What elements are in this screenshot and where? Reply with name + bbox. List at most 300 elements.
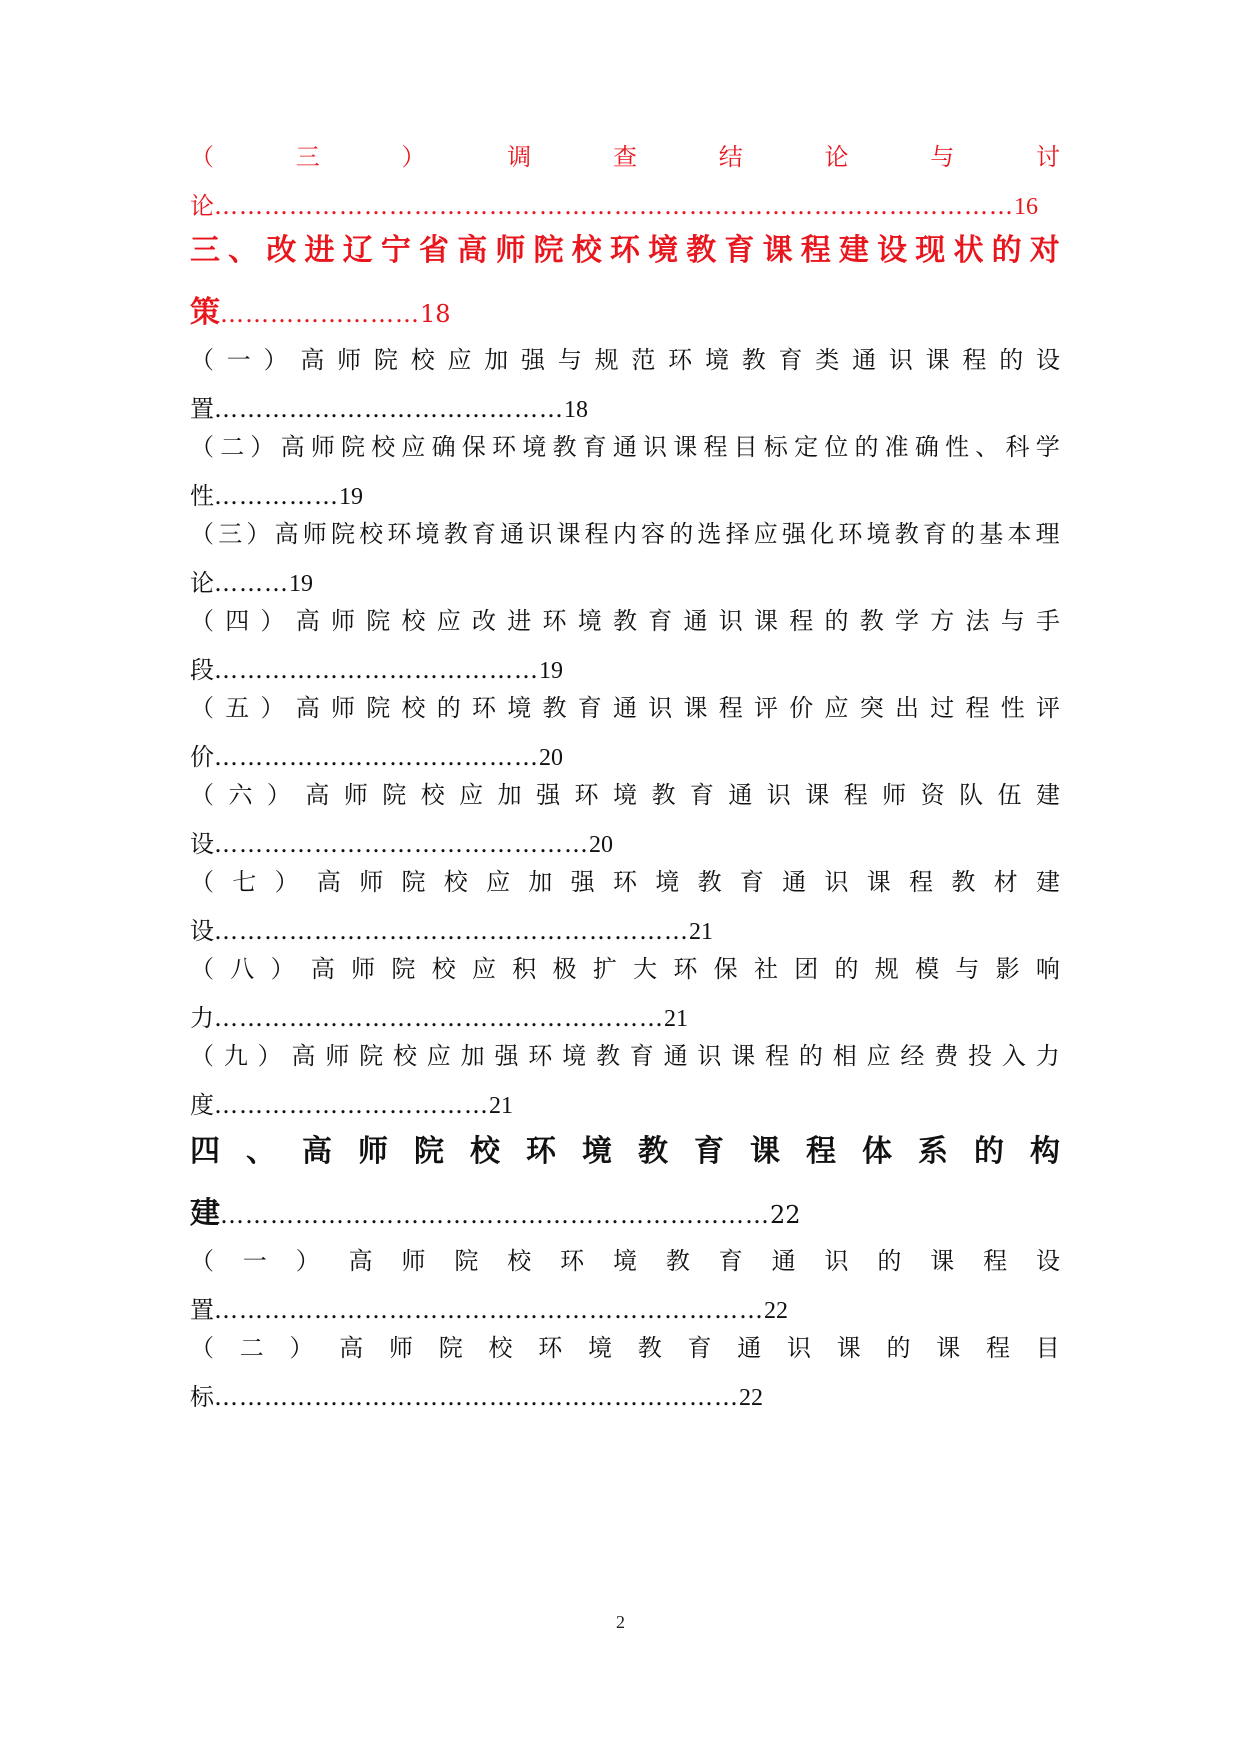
- toc-title-char: 的: [798, 1042, 823, 1070]
- toc-title-char: ）: [270, 955, 295, 983]
- toc-title-char: 出: [895, 694, 919, 722]
- toc-title-char: 识: [766, 781, 791, 809]
- toc-title-char: 识: [787, 1334, 811, 1362]
- toc-title-char: 进: [304, 233, 335, 268]
- toc-title-char: 社: [753, 955, 778, 983]
- toc-title-char: 教: [638, 1134, 668, 1169]
- toc-title-char: 手: [1036, 607, 1060, 635]
- toc-title-char: 院: [359, 1042, 384, 1070]
- toc-title-char: 与: [557, 346, 582, 374]
- toc-title-char: 讨: [1036, 143, 1060, 171]
- toc-title-char: 目: [733, 433, 758, 461]
- toc-title-char: 位: [824, 433, 849, 461]
- toc-entry-line1: [190, 771, 1060, 819]
- toc-page-ref: 21: [689, 919, 713, 945]
- toc-title-char: （: [190, 143, 214, 171]
- toc-title-char: 环: [542, 607, 567, 635]
- toc-title-char: 入: [1001, 1042, 1026, 1070]
- toc-title-char: 院: [341, 433, 366, 461]
- toc-title-char: 程: [909, 868, 934, 896]
- toc-title-char: 通: [782, 868, 807, 896]
- toc-page-ref: 19: [539, 658, 563, 684]
- toc-title-char: 环: [528, 1042, 553, 1070]
- toc-title-char: 规: [594, 346, 619, 374]
- toc-title-char: 高: [457, 233, 488, 268]
- toc-title-char: 的: [854, 433, 879, 461]
- toc-title-char: 育: [739, 868, 764, 896]
- toc-title-char: 查: [613, 143, 637, 171]
- toc-entry-line1: [190, 510, 1060, 558]
- toc-title-char: 院: [391, 955, 416, 983]
- toc-title-char: 三: [190, 233, 220, 268]
- toc-title-char: 应: [401, 433, 426, 461]
- toc-title-char: 价: [789, 694, 814, 722]
- toc-title-char: 辽: [342, 233, 373, 268]
- toc-title-char: 高: [310, 955, 335, 983]
- toc-title-char: 师: [389, 1334, 413, 1362]
- toc-title-char: 的: [824, 607, 849, 635]
- toc-title-char: 加: [460, 1042, 485, 1070]
- toc-title-char: 五: [225, 694, 250, 722]
- toc-leader-dots: …………………………………………………………: [214, 1296, 764, 1324]
- toc-title-char: 七: [232, 868, 257, 896]
- toc-page-ref: 22: [764, 1298, 788, 1324]
- toc-page-ref: 19: [289, 571, 313, 597]
- toc-title-char: 通: [500, 520, 525, 548]
- toc-title-char: 教: [595, 1042, 620, 1070]
- toc-title-char: 内: [612, 520, 637, 548]
- toc-title-char: 与: [955, 955, 980, 983]
- toc-title-char: 育: [724, 233, 755, 268]
- toc-title-char: 三: [295, 143, 320, 171]
- toc-title-char: 资: [920, 781, 945, 809]
- toc-entry-line2: 置……………………………………18: [190, 395, 588, 423]
- toc-entry-line2: 论………19: [190, 569, 313, 597]
- toc-title-char: 师: [331, 694, 355, 722]
- toc-title-char: 程: [703, 433, 728, 461]
- toc-title-char: 的: [951, 520, 976, 548]
- toc-title-char: 大: [633, 955, 658, 983]
- toc-title-char: 一: [242, 1247, 267, 1275]
- toc-page-ref: 18: [420, 300, 451, 328]
- toc-title-char: 校: [470, 1134, 500, 1169]
- toc-page-ref: 19: [339, 484, 363, 510]
- toc-title-char: 课: [673, 433, 698, 461]
- toc-title-char: 院: [454, 1247, 479, 1275]
- toc-title-char: 突: [859, 694, 884, 722]
- toc-leader-dots: ……………………: [220, 300, 420, 328]
- toc-title-char: 课: [930, 1247, 955, 1275]
- toc-title-char: 强: [494, 1042, 519, 1070]
- toc-section-4[interactable]: [190, 1121, 1060, 1245]
- toc-title-char: （: [190, 520, 214, 548]
- toc-title-char: 改: [266, 233, 297, 268]
- toc-title-char: 八: [230, 955, 255, 983]
- toc-title-char: 理: [1035, 520, 1060, 548]
- toc-title-char: 影: [995, 955, 1020, 983]
- toc-title-char: 境: [648, 233, 679, 268]
- toc-title-char: 高: [295, 607, 320, 635]
- toc-title-char: 范: [631, 346, 656, 374]
- toc-title-char: 对: [1029, 233, 1060, 268]
- toc-entry-line1: [190, 220, 1060, 282]
- toc-title-char: 的: [991, 233, 1022, 268]
- toc-title-char: 识: [824, 868, 849, 896]
- toc-title-char: 设: [1035, 346, 1060, 374]
- toc-title-char: 程: [806, 1134, 836, 1169]
- toc-title-char: 环: [538, 1334, 563, 1362]
- toc-title-char: 容: [641, 520, 665, 548]
- toc-title-char: 校: [371, 433, 396, 461]
- toc-title-char: 教: [951, 868, 976, 896]
- toc-title-char: 四: [225, 607, 250, 635]
- toc-title-char: 建: [1035, 781, 1060, 809]
- toc-title-char: 境: [522, 433, 547, 461]
- toc-title-char: 现: [915, 233, 946, 268]
- toc-title-char: 环: [609, 233, 640, 268]
- toc-title-char: 育: [922, 520, 947, 548]
- toc-entry-line1: [190, 133, 1060, 181]
- toc-title-char: 程: [962, 346, 987, 374]
- toc-title-char: 教: [613, 607, 637, 635]
- toc-title-char: 设: [1036, 1247, 1060, 1275]
- toc-title-char: 的: [834, 955, 859, 983]
- toc-title-char: 高: [348, 1247, 373, 1275]
- toc-title-char: ）: [266, 781, 291, 809]
- toc-title-char: 境: [613, 1247, 637, 1275]
- toc-title-char: 教: [637, 1334, 662, 1362]
- toc-title-char: （: [190, 781, 214, 809]
- toc-title-char: （: [190, 1334, 214, 1362]
- toc-entry-line2: 度……………………………21: [190, 1091, 513, 1119]
- toc-title-char: 校: [401, 607, 426, 635]
- toc-leader-dots: ……………: [214, 482, 339, 510]
- toc-title-char: 校: [392, 1042, 417, 1070]
- toc-entry-3-4[interactable]: [190, 597, 1060, 695]
- toc-entry-line1: [190, 336, 1060, 384]
- toc-title-char: ）: [401, 143, 426, 171]
- toc-title-char: 院: [366, 694, 391, 722]
- toc-title-char: 、: [975, 433, 1000, 461]
- toc-title-char: 课: [925, 346, 950, 374]
- toc-title-char: 保: [713, 955, 738, 983]
- toc-title-char: 教: [651, 781, 676, 809]
- toc-title-char: 体: [862, 1134, 892, 1169]
- toc-title-char: 院: [373, 346, 398, 374]
- toc-title-char: 通: [852, 346, 877, 374]
- toc-title-char: （: [190, 955, 214, 983]
- toc-title-char: 性: [945, 433, 970, 461]
- toc-title-char: 二: [239, 1334, 264, 1362]
- toc-title-char: 扩: [592, 955, 617, 983]
- toc-title-char: 与: [1000, 607, 1025, 635]
- toc-title-char: （: [190, 1247, 214, 1275]
- toc-title-char: 院: [401, 868, 426, 896]
- toc-title-char: 课: [866, 868, 891, 896]
- toc-title-char: 选: [697, 520, 722, 548]
- toc-title-char: 强: [570, 868, 595, 896]
- toc-title-char: 识: [697, 1042, 722, 1070]
- toc-page-ref: 16: [1014, 194, 1038, 220]
- toc-title-char: 校: [571, 233, 602, 268]
- toc-title-char: 境: [704, 346, 729, 374]
- toc-title-char: 教: [542, 694, 567, 722]
- toc-title-char: 师: [401, 1247, 426, 1275]
- toc-entry-4-1[interactable]: [190, 1237, 1060, 1335]
- toc-title-char: （: [190, 346, 214, 374]
- toc-title-char: 教: [741, 346, 766, 374]
- toc-title-char: 结: [718, 143, 743, 171]
- toc-title-char: 加: [528, 868, 553, 896]
- toc-title-char: 二: [220, 433, 245, 461]
- toc-title-char: 识: [824, 1247, 849, 1275]
- toc-entry-3-9[interactable]: [190, 1032, 1060, 1130]
- toc-title-char: ）: [260, 607, 285, 635]
- toc-title-char: 进: [507, 607, 532, 635]
- page-number: 2: [616, 1612, 625, 1632]
- toc-title-char: 课: [754, 607, 778, 635]
- toc-title-char: 环: [492, 433, 517, 461]
- toc-title-char: 师: [343, 781, 368, 809]
- toc-title-char: 校: [507, 1247, 532, 1275]
- toc-title-char: 建: [1035, 868, 1060, 896]
- toc-title-char: 伍: [997, 781, 1022, 809]
- toc-title-char: 课: [556, 520, 581, 548]
- toc-title-char: 一: [226, 346, 251, 374]
- toc-title-char: 四: [190, 1134, 220, 1169]
- toc-title-char: 教: [894, 520, 919, 548]
- toc-leader-dots: …………………………………: [214, 743, 539, 771]
- toc-entry-3-7[interactable]: [190, 858, 1060, 956]
- toc-title-char: 通: [612, 433, 637, 461]
- toc-title-char: 三: [218, 520, 243, 548]
- toc-title-char: 校: [401, 694, 426, 722]
- toc-title-char: 准: [884, 433, 909, 461]
- toc-title-char: 应: [753, 520, 778, 548]
- toc-title-char: 育: [629, 1042, 654, 1070]
- toc-title-char: ）: [246, 520, 271, 548]
- toc-title-char: 教: [859, 607, 884, 635]
- toc-title-char: 识: [643, 433, 668, 461]
- toc-title-char: 境: [612, 781, 637, 809]
- toc-title-char: 境: [577, 607, 602, 635]
- toc-entry-line2: 论……………………………………………………………………………………16: [190, 192, 1038, 220]
- toc-page-ref: 22: [739, 1385, 763, 1411]
- toc-leader-dots: ………: [214, 569, 289, 597]
- toc-title-char: 确: [431, 433, 456, 461]
- toc-title-char: 设: [877, 233, 908, 268]
- toc-title-char: 高: [316, 868, 341, 896]
- toc-title-char: ）: [295, 1247, 320, 1275]
- toc-title-char: 费: [934, 1042, 959, 1070]
- toc-title-char: 学: [1035, 433, 1060, 461]
- toc-title-char: 性: [1000, 694, 1025, 722]
- toc-title-char: 院: [414, 1134, 444, 1169]
- toc-leader-dots: ………………………………………………: [214, 1004, 664, 1032]
- toc-entry-3-6[interactable]: [190, 771, 1060, 869]
- toc-title-char: 类: [815, 346, 840, 374]
- toc-title-char: 院: [438, 1334, 463, 1362]
- toc-entry-line2: 置…………………………………………………………22: [190, 1296, 788, 1324]
- toc-leader-dots: ………………………………………………………: [214, 1383, 739, 1411]
- toc-title-char: 的: [669, 520, 694, 548]
- toc-title-char: 境: [866, 520, 891, 548]
- toc-entry-3-8[interactable]: [190, 945, 1060, 1043]
- toc-title-char: （: [190, 868, 214, 896]
- toc-leader-dots: …………………………………………………: [214, 917, 689, 945]
- toc-entry-3-2[interactable]: [190, 423, 1060, 521]
- toc-entry-line2: 策……………………18: [190, 295, 451, 330]
- toc-entry-line2: 性……………19: [190, 482, 363, 510]
- toc-title-char: 九: [223, 1042, 248, 1070]
- toc-title-char: 环: [612, 868, 637, 896]
- toc-title-char: 境: [415, 520, 440, 548]
- toc-title-char: 程: [800, 233, 831, 268]
- toc-title-char: 团: [794, 955, 819, 983]
- toc-entry-line2: 建…………………………………………………………22: [190, 1196, 801, 1231]
- toc-title-char: 环: [472, 694, 496, 722]
- toc-title-char: 高: [274, 520, 299, 548]
- toc-title-char: 通: [613, 694, 637, 722]
- toc-title-char: （: [190, 607, 214, 635]
- toc-title-char: 识: [888, 346, 913, 374]
- toc-title-char: 课: [836, 1334, 861, 1362]
- toc-title-char: 环: [574, 781, 599, 809]
- toc-title-char: 极: [552, 955, 577, 983]
- toc-entry-line2: 设………………………………………20: [190, 830, 613, 858]
- toc-entry-line1: [190, 1237, 1060, 1285]
- toc-page-ref: 20: [589, 832, 613, 858]
- toc-page-ref: 21: [489, 1093, 513, 1119]
- toc-title-char: 的: [436, 694, 461, 722]
- toc-title-char: 通: [771, 1247, 796, 1275]
- toc-title-char: 建: [838, 233, 869, 268]
- toc-title-char: 境: [588, 1334, 612, 1362]
- toc-title-char: 学: [895, 607, 919, 635]
- toc-title-char: ）: [263, 346, 288, 374]
- toc-title-char: 过: [930, 694, 955, 722]
- toc-title-char: 强: [521, 346, 546, 374]
- toc-title-char: 状: [953, 233, 984, 268]
- toc-title-char: 应: [459, 781, 484, 809]
- toc-leader-dots: ……………………………………………………………………………………: [214, 192, 1014, 220]
- toc-title-char: 程: [584, 520, 609, 548]
- toc-title-char: 基: [979, 520, 1004, 548]
- toc-title-char: 应: [436, 607, 461, 635]
- toc-title-char: 校: [420, 781, 445, 809]
- toc-title-char: 程: [765, 1042, 790, 1070]
- toc-title-char: 校: [359, 520, 384, 548]
- toc-title-char: 定: [794, 433, 819, 461]
- toc-title-char: 识: [718, 607, 743, 635]
- toc-title-char: 课: [762, 233, 793, 268]
- toc-entry-4-2[interactable]: [190, 1324, 1060, 1422]
- toc-title-char: 应: [471, 955, 496, 983]
- toc-title-char: 院: [382, 781, 407, 809]
- toc-title-char: 方: [930, 607, 955, 635]
- toc-title-char: （: [190, 694, 214, 722]
- toc-title-char: 院: [533, 233, 564, 268]
- toc-entry-line2: 设…………………………………………………21: [190, 917, 713, 945]
- toc-title-char: 师: [331, 607, 355, 635]
- toc-title-char: 教: [665, 1247, 690, 1275]
- toc-title-char: 宁: [380, 233, 411, 268]
- toc-title-char: 目: [1035, 1334, 1060, 1362]
- toc-title-char: 识: [528, 520, 553, 548]
- toc-title-char: 择: [725, 520, 750, 548]
- toc-entry-line1: [190, 423, 1060, 471]
- toc-title-char: 力: [1035, 1042, 1060, 1070]
- toc-title-char: ）: [274, 868, 299, 896]
- toc-entry-3-3[interactable]: [190, 510, 1060, 608]
- toc-title-char: 育: [471, 520, 496, 548]
- toc-title-char: 课: [750, 1134, 780, 1169]
- toc-title-char: 评: [754, 694, 778, 722]
- toc-title-char: 教: [443, 520, 468, 548]
- toc-title-char: （: [190, 433, 214, 461]
- toc-entry-line2: 力………………………………………………21: [190, 1004, 688, 1032]
- toc-title-char: 识: [648, 694, 673, 722]
- toc-title-char: 高: [295, 694, 320, 722]
- toc-title-char: 高: [300, 346, 325, 374]
- toc-title-char: 通: [737, 1334, 762, 1362]
- toc-title-char: 调: [507, 143, 532, 171]
- toc-title-char: 应: [866, 1042, 891, 1070]
- toc-title-char: 省: [419, 233, 450, 268]
- toc-title-char: 程: [843, 781, 868, 809]
- toc-title-char: 育: [648, 607, 673, 635]
- toc-title-char: 师: [302, 520, 327, 548]
- toc-title-char: 的: [999, 346, 1024, 374]
- toc-title-char: 校: [488, 1334, 513, 1362]
- toc-entry-line1: [190, 684, 1060, 732]
- toc-entry-line2: 标………………………………………………………22: [190, 1383, 763, 1411]
- toc-title-char: 队: [959, 781, 984, 809]
- toc-page-ref: 20: [539, 745, 563, 771]
- toc-entry-3-1[interactable]: [190, 336, 1060, 434]
- toc-title-char: 程: [986, 1334, 1010, 1362]
- toc-title-char: 改: [472, 607, 496, 635]
- toc-title-char: 环: [838, 520, 863, 548]
- toc-title-char: 师: [351, 955, 376, 983]
- toc-title-char: 论: [824, 143, 849, 171]
- toc-title-char: 校: [410, 346, 435, 374]
- toc-entry-2-3[interactable]: [190, 133, 1060, 231]
- toc-title-char: 环: [387, 520, 412, 548]
- toc-title-char: 课: [731, 1042, 756, 1070]
- toc-entry-3-5[interactable]: [190, 684, 1060, 782]
- toc-title-char: 通: [663, 1042, 688, 1070]
- toc-title-char: 育: [577, 694, 602, 722]
- toc-title-char: 响: [1035, 955, 1060, 983]
- toc-section-3[interactable]: [190, 220, 1060, 344]
- toc-title-char: 育: [778, 346, 803, 374]
- toc-title-char: 六: [228, 781, 253, 809]
- toc-title-char: 程: [965, 694, 990, 722]
- toc-entry-line1: [190, 1032, 1060, 1080]
- toc-title-char: 应: [824, 694, 849, 722]
- toc-title-char: 材: [993, 868, 1018, 896]
- toc-title-char: 经: [900, 1042, 925, 1070]
- toc-title-char: 投: [968, 1042, 993, 1070]
- toc-title-char: 教: [686, 233, 717, 268]
- toc-title-char: 加: [497, 781, 522, 809]
- toc-title-char: 与: [930, 143, 955, 171]
- toc-title-char: 科: [1005, 433, 1030, 461]
- toc-title-char: 相: [832, 1042, 857, 1070]
- toc-title-char: ）: [260, 694, 285, 722]
- toc-title-char: 强: [536, 781, 561, 809]
